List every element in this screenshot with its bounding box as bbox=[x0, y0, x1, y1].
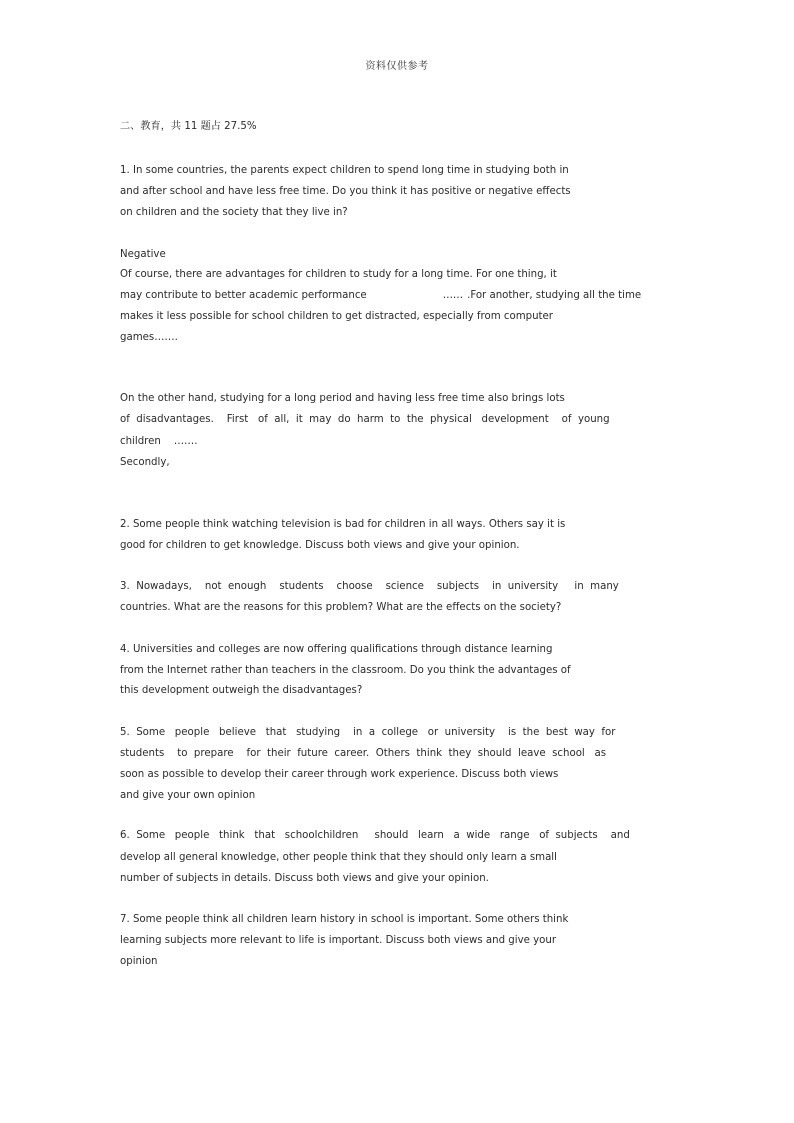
answer-p2-line-3: children ……. bbox=[120, 436, 198, 447]
q4-line-3: this development outweigh the disadvantages? bbox=[120, 685, 363, 696]
q2-line-1: 2. Some people think watching television is bad for children in all ways. Others say it is bbox=[120, 519, 566, 530]
q7-line-3: opinion bbox=[120, 956, 158, 967]
q3-line-1: 3. Nowadays, not enough students choose science subjects in university in many bbox=[120, 581, 619, 592]
q5-line-3: soon as possible to develop their career through work experience. Discuss both views bbox=[120, 769, 559, 780]
q1-line-1: 1. In some countries, the parents expect children to spend long time in studying both in bbox=[120, 165, 569, 176]
q6-line-2: develop all general knowledge, other people think that they should only learn a small bbox=[120, 852, 557, 863]
q3-line-2: countries. What are the reasons for this problem? What are the effects on the society? bbox=[120, 602, 562, 613]
q5-line-4: and give your own opinion bbox=[120, 790, 256, 801]
q4-line-2: from the Internet rather than teachers in the classroom. Do you think the advantages of bbox=[120, 665, 571, 676]
answer-p2-line-1: On the other hand, studying for a long period and having less free time also brings lots bbox=[120, 393, 565, 404]
answer-p1-line-2-b: .For another, studying all the time bbox=[467, 290, 642, 301]
answer-p1-line-2-a: may contribute to better academic performance bbox=[120, 290, 367, 301]
answer-p1-line-3: makes it less possible for school children to get distracted, especially from computer bbox=[120, 311, 553, 322]
answer-p1-line-4: games……. bbox=[120, 332, 178, 343]
answer-p1-line-1: Of course, there are advantages for children to study for a long time. For one thing, it bbox=[120, 269, 557, 280]
q5-line-2: students to prepare for their future career. Others think they should leave school as bbox=[120, 748, 607, 759]
answer-p1-line-2 bbox=[120, 289, 641, 303]
q1-line-3: on children and the society that they live in? bbox=[120, 207, 348, 218]
q6-line-1: 6. Some people think that schoolchildren should learn a wide range of subjects and bbox=[120, 830, 630, 841]
q4-line-1: 4. Universities and colleges are now offering qualifications through distance learning bbox=[120, 644, 553, 655]
q5-line-1: 5. Some people believe that studying in a college or university is the best way for bbox=[120, 727, 616, 738]
answer-stance: Negative bbox=[120, 249, 166, 260]
page-header: 资料仅供参考 bbox=[365, 61, 429, 72]
q7-line-2: learning subjects more relevant to life is important. Discuss both views and give your bbox=[120, 935, 557, 946]
ellipsis-dots: …… bbox=[442, 290, 464, 301]
answer-p2-line-4: Secondly, bbox=[120, 457, 170, 468]
answer-p2-line-2: of disadvantages. First of all, it may do harm to the physical development of young bbox=[120, 414, 610, 425]
q2-line-2: good for children to get knowledge. Discuss both views and give your opinion. bbox=[120, 540, 520, 551]
q7-line-1: 7. Some people think all children learn history in school is important. Some others think bbox=[120, 914, 569, 925]
section-title: 二、教育，共 11 题占 27.5% bbox=[120, 121, 257, 132]
q1-line-2: and after school and have less free time. Do you think it has positive or negative effects bbox=[120, 186, 571, 197]
q6-line-3: number of subjects in details. Discuss both views and give your opinion. bbox=[120, 873, 489, 884]
